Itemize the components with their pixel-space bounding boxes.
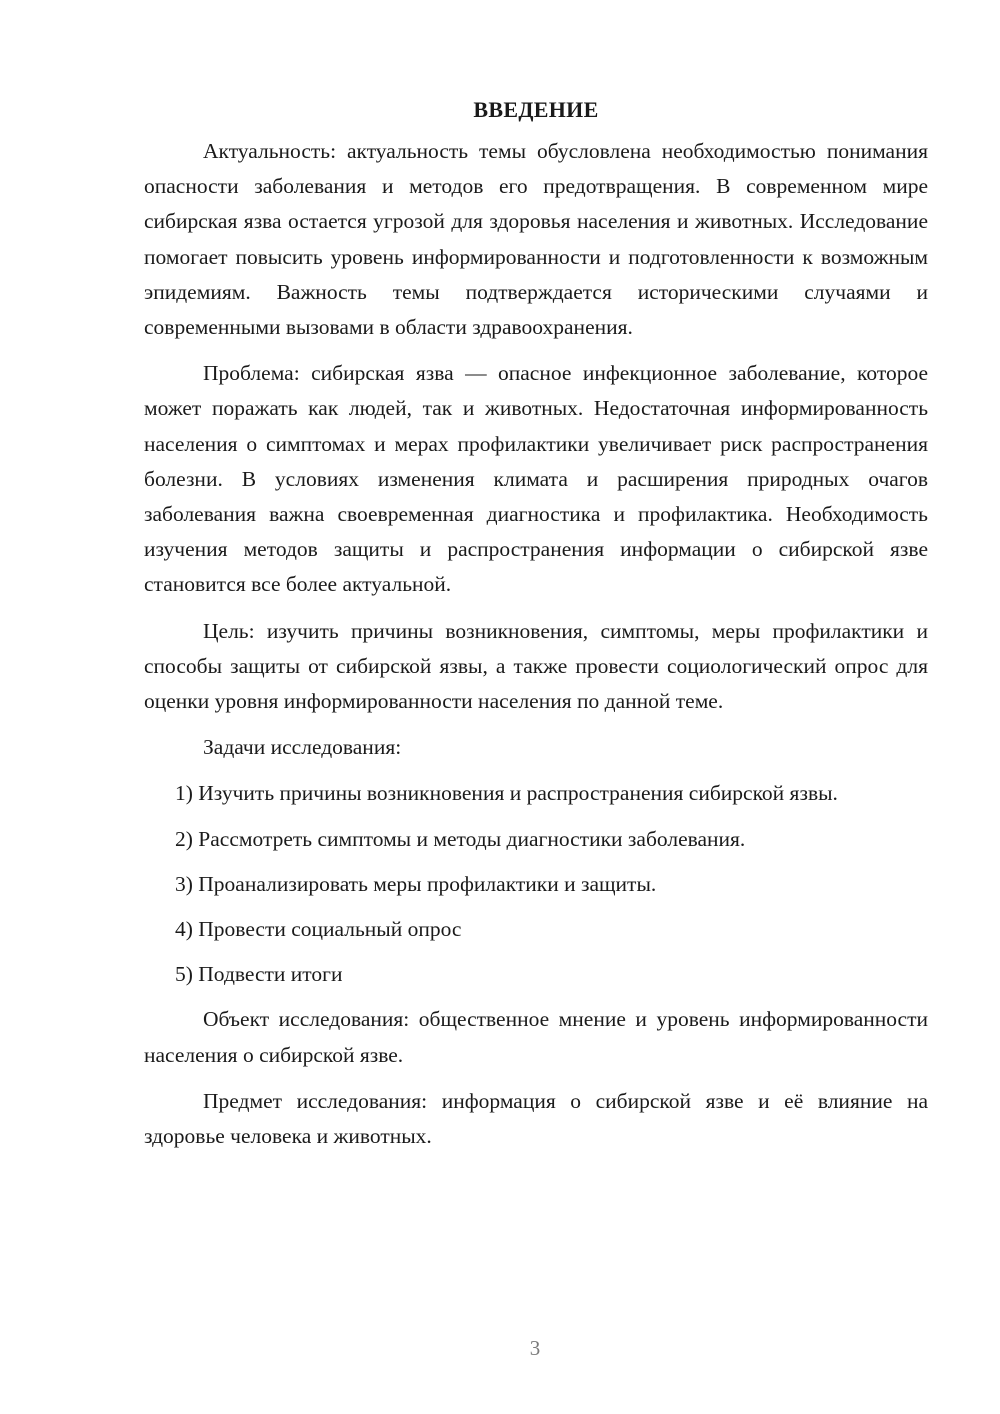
list-item: 3) Проанализировать меры профилактики и защиты. xyxy=(175,871,657,896)
subject-paragraph: Предмет исследования: информация о сибирской язве и её влияние на здоровье человека и животных. xyxy=(144,1088,928,1149)
list-item: 4) Провести социальный опрос xyxy=(175,917,462,942)
list-item: 1) Изучить причины возникновения и распространения сибирской язвы. xyxy=(175,781,838,806)
object-paragraph: Объект исследования: общественное мнение и уровень информированности населения о сибирской язве. xyxy=(144,1007,928,1067)
tasks-intro: Задачи исследования: xyxy=(203,735,402,760)
relevance-paragraph: Актуальность: актуальность темы обусловлена необходимостью понимания опасности заболевания и методов его предотвращения. В современном мире сибирская язва остается угрозой для здоровья населения и животных. Исследование помогает повысить уровень информированности и подготовленности к возможным эпидемиям. Важность темы подтверждается историческими случаями и современными вызовами в области здравоохранения. xyxy=(144,139,928,340)
list-item: 2) Рассмотреть симптомы и методы диагностики заболевания. xyxy=(175,826,746,851)
page-number: 3 xyxy=(529,1336,541,1360)
document-page xyxy=(144,96,928,1165)
goal-paragraph: Цель: изучить причины возникновения, симптомы, меры профилактики и способы защиты от сибирской язвы, а также провести социологический опрос для оценки уровня информированности населения по данной теме. xyxy=(144,618,928,714)
problem-paragraph: Проблема: сибирская язва — опасное инфекционное заболевание, которое может поражать как людей, так и животных. Недостаточная информированность населения о симптомах и мерах профилактики увеличивает риск распространения болезни. В условиях изменения климата и расширения природных очагов заболевания важна своевременная диагностика и профилактика. Необходимость изучения методов защиты и распространения информации о сибирской язве становится все более актуальной. xyxy=(144,361,928,597)
list-item: 5) Подвести итоги xyxy=(175,962,343,987)
tasks-list xyxy=(144,776,928,992)
section-heading: ВВЕДЕНИЕ xyxy=(473,97,599,122)
